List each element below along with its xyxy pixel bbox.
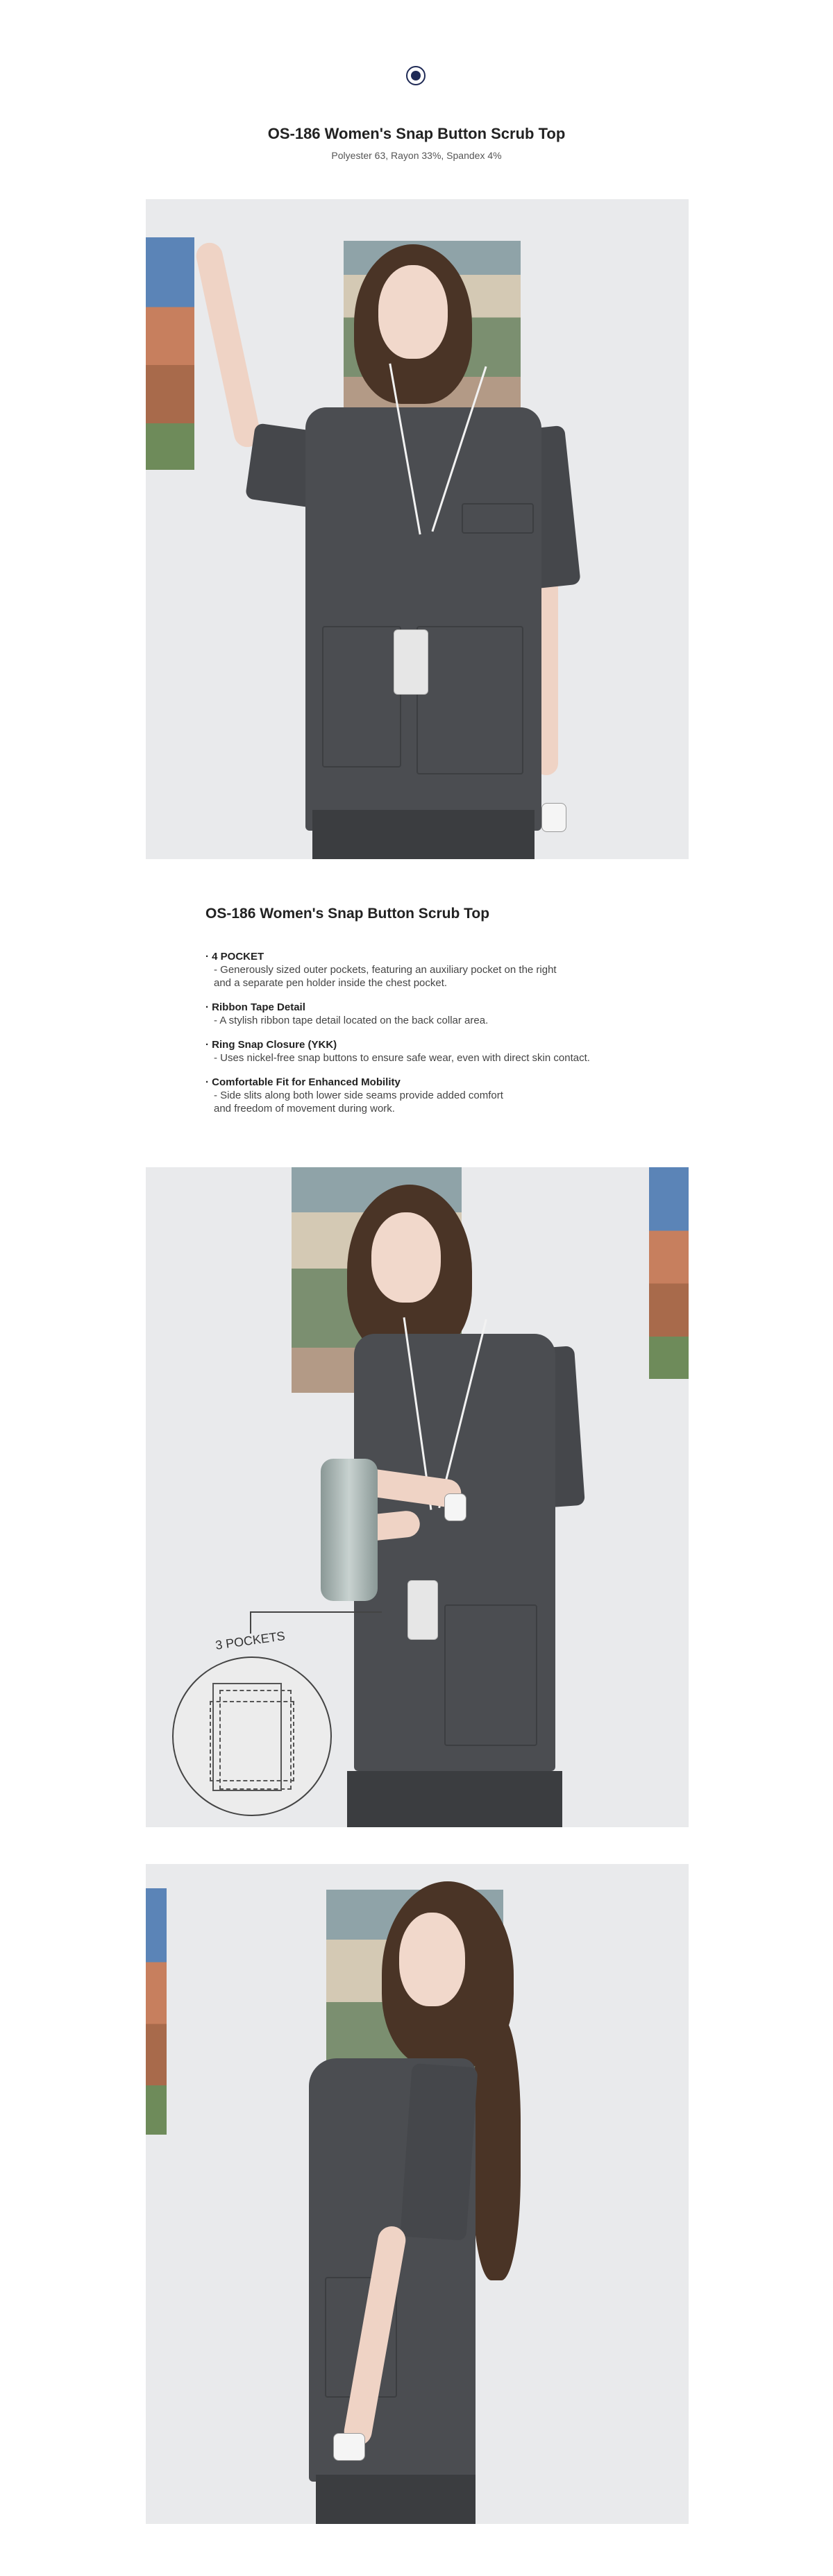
feature-detail: - Uses nickel-free snap buttons to ensure safe wear, even with direct skin contact.: [214, 1052, 590, 1064]
pocket-diagram: [172, 1656, 332, 1816]
pocket-outline: [210, 1701, 294, 1781]
model-face: [378, 265, 448, 359]
feature-comfortable-fit: [205, 1076, 705, 1115]
feature-ribbon-tape: [205, 1001, 705, 1027]
pocket-callout-label: 3 POCKETS: [214, 1629, 286, 1652]
smartwatch: [541, 803, 566, 832]
feature-ring-snap: [205, 1038, 705, 1065]
right-pocket: [416, 626, 523, 774]
feature-title: · Ribbon Tape Detail: [205, 1001, 305, 1013]
water-bottle: [321, 1459, 378, 1601]
left-pocket: [322, 626, 401, 768]
smartwatch: [444, 1493, 466, 1521]
feature-detail: - Side slits along both lower side seams provide added comfort and freedom of movement during work.: [214, 1090, 503, 1115]
callout-line: [250, 1611, 382, 1613]
product-photo-pockets: [146, 1167, 689, 1827]
right-pocket: [444, 1604, 537, 1746]
id-badge: [407, 1580, 438, 1640]
feature-title: · 4 POCKET: [205, 951, 264, 963]
feature-detail: - Generously sized outer pockets, featuring an auxiliary pocket on the right and a separate pen holder inside the chest pocket.: [214, 964, 557, 989]
product-photo-side: [146, 1864, 689, 2524]
feature-detail: - A stylish ribbon tape detail located on the back collar area.: [214, 1015, 489, 1026]
wall-poster: [649, 1167, 689, 1379]
product-description: [205, 906, 705, 1126]
wall-poster: [146, 237, 194, 470]
fabric-composition: Polyester 63, Rayon 33%, Spandex 4%: [331, 150, 502, 161]
feature-4-pocket: [205, 950, 705, 990]
page-title: OS-186 Women's Snap Button Scrub Top: [267, 125, 566, 142]
id-badge: [394, 629, 428, 695]
feature-title: · Ring Snap Closure (YKK): [205, 1039, 337, 1051]
model-face: [371, 1212, 441, 1303]
description-title: OS-186 Women's Snap Button Scrub Top: [205, 906, 490, 922]
chest-pocket: [462, 503, 534, 534]
product-photo-front: [146, 199, 689, 859]
callout-line: [250, 1611, 251, 1634]
smartwatch: [333, 2433, 365, 2461]
color-swatch-navy[interactable]: [406, 66, 426, 85]
model-face: [399, 1913, 465, 2006]
wall-poster: [146, 1888, 167, 2135]
feature-title: · Comfortable Fit for Enhanced Mobility: [205, 1076, 401, 1088]
